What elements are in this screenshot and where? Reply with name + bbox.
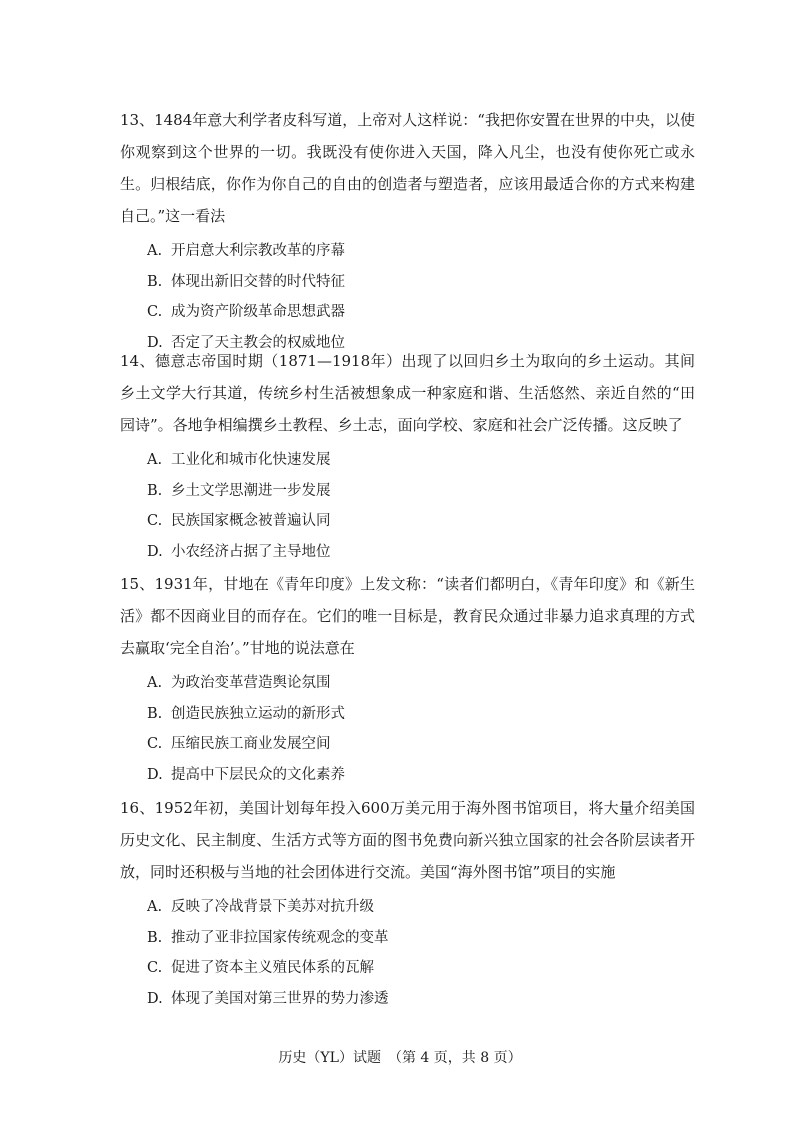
option-text: 促进了资本主义殖民体系的瓦解: [171, 960, 374, 976]
option-letter: C.: [147, 304, 163, 320]
option-d: [120, 537, 695, 568]
option-text: 民族国家概念被普遍认同: [171, 513, 331, 529]
option-letter: C.: [147, 960, 163, 976]
option-text: 反映了冷战背景下美苏对抗升级: [171, 899, 374, 915]
option-text: 否定了天主教会的权威地位: [171, 334, 345, 351]
question-13: [120, 104, 695, 358]
option-letter: B.: [147, 929, 163, 946]
option-letter: D.: [147, 766, 163, 783]
option-a: [120, 892, 695, 923]
question-15: [120, 568, 695, 790]
option-text: 小农经济占据了主导地位: [171, 543, 331, 560]
option-letter: A.: [147, 452, 163, 468]
option-c: [120, 297, 695, 328]
option-text: 体现出新旧交替的时代特征: [171, 273, 345, 290]
option-text: 压缩民族工商业发展空间: [171, 736, 331, 752]
option-list: [120, 445, 695, 567]
option-list: [120, 668, 695, 790]
option-letter: A.: [147, 899, 163, 915]
option-letter: C.: [147, 513, 163, 529]
option-d: [120, 760, 695, 791]
option-text: 成为资产阶级革命思想武器: [171, 304, 345, 320]
option-text: 提高中下层民众的文化素养: [171, 766, 345, 783]
question-stem: 15、1931年，甘地在《青年印度》上发文称：“读者们都明白，《青年印度》和《新生活》都不因商业目的而存在。它们的唯一目标是，教育民众通过非暴力追求真理的方式去赢取‘完全自治’。”甘地的说法意在: [120, 575, 695, 657]
option-letter: D.: [147, 334, 163, 351]
option-b: [120, 476, 695, 507]
option-text: 乡土文学思潮进一步发展: [171, 482, 331, 499]
option-letter: D.: [147, 543, 163, 560]
question-stem: 13、1484年意大利学者皮科写道，上帝对人这样说：“我把你安置在世界的中央，以使你观察到这个世界的一切。我既没有使你进入天国，降入凡尘，也没有使你死亡或永生。归根结底，你作为你自己的自由的创造者与塑造者，应该用最适合你的方式来构建自己。”这一看法: [120, 111, 695, 225]
page-footer: 历史（YL）试题 （第 4 页，共 8 页）: [278, 1050, 522, 1066]
option-b: [120, 923, 695, 954]
option-d: [120, 984, 695, 1015]
option-text: 创造民族独立运动的新形式: [171, 705, 345, 722]
option-a: [120, 236, 695, 267]
option-letter: D.: [147, 990, 163, 1007]
option-text: 为政治变革营造舆论氛围: [171, 675, 331, 691]
option-letter: B.: [147, 705, 163, 722]
option-text: 开启意大利宗教改革的序幕: [171, 243, 345, 259]
option-text: 工业化和城市化快速发展: [171, 452, 331, 468]
option-letter: B.: [147, 482, 163, 499]
option-letter: A.: [147, 675, 163, 691]
option-c: [120, 953, 695, 984]
option-b: [120, 267, 695, 298]
option-b: [120, 699, 695, 730]
option-a: [120, 445, 695, 476]
option-text: 体现了美国对第三世界的势力渗透: [171, 990, 389, 1007]
question-14: [120, 345, 695, 567]
question-16: [120, 792, 695, 1014]
option-letter: C.: [147, 736, 163, 752]
option-text: 推动了亚非拉国家传统观念的变革: [171, 929, 389, 946]
option-letter: A.: [147, 243, 163, 259]
option-list: [120, 236, 695, 358]
option-c: [120, 506, 695, 537]
option-list: [120, 892, 695, 1014]
question-stem: 14、德意志帝国时期（1871—1918年）出现了以回归乡土为取向的乡土运动。其间乡土文学大行其道，传统乡村生活被想象成一种家庭和谐、生活悠然、亲近自然的“田园诗”。各地争相编撰乡土教程、乡土志，面向学校、家庭和社会广泛传播。这反映了: [120, 352, 695, 434]
option-letter: B.: [147, 273, 163, 290]
question-stem: 16、1952年初，美国计划每年投入600万美元用于海外图书馆项目，将大量介绍美国历史文化、民主制度、生活方式等方面的图书免费向新兴独立国家的社会各阶层读者开放，同时还积极与当地的社会团体进行交流。美国“海外图书馆”项目的实施: [120, 799, 695, 881]
option-c: [120, 729, 695, 760]
option-a: [120, 668, 695, 699]
